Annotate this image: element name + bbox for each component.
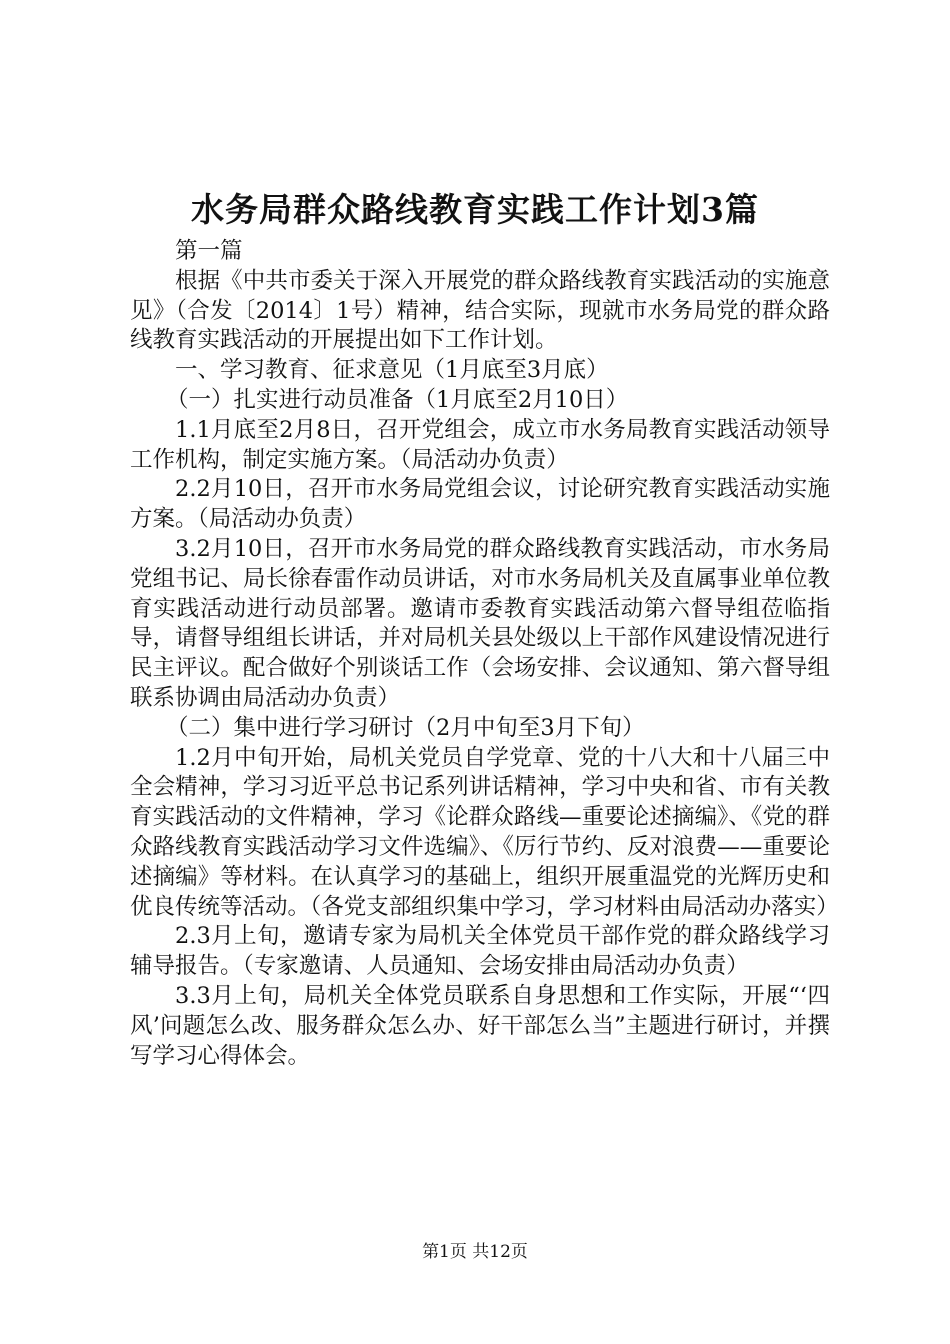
body-paragraph: 2.2月10日，召开市水务局党组会议，讨论研究教育实践活动实施方案。（局活动办负责）: [130, 476, 830, 533]
subsection-heading: （二）集中进行学习研讨（2月中旬至3月下旬）: [166, 714, 645, 741]
body-paragraph: 根据《中共市委关于深入开展党的群众路线教育实践活动的实施意见》（合发〔2014〕1号）精神，结合实际，现就市水务局党的群众路线教育实践活动的开展提出如下工作计划。: [130, 267, 830, 354]
body-paragraph: 2.3月上旬，邀请专家为局机关全体党员干部作党的群众路线学习辅导报告。（专家邀请、人员通知、会场安排由局活动办负责）: [130, 923, 830, 980]
body-paragraph: 1.1月底至2月8日，召开党组会，成立市水务局教育实践活动领导工作机构，制定实施方案。（局活动办负责）: [130, 416, 830, 473]
document-title: 水务局群众路线教育实践工作计划3篇: [191, 190, 759, 229]
body-paragraph: 3.3月上旬，局机关全体党员联系自身思想和工作实际，开展“‘四风’问题怎么改、服务群众怎么办、好干部怎么当”主题进行研讨，并撰写学习心得体会。: [130, 982, 830, 1069]
body-paragraph: 3.2月10日，召开市水务局党的群众路线教育实践活动，市水务局党组书记、局长徐春雷作动员讲话，对市水务局机关及直属事业单位教育实践活动进行动员部署。邀请市委教育实践活动第六督导组莅临指导，请督导组组长讲话，并对局机关县处级以上干部作风建设情况进行民主评议。配合做好个别谈话工作（会场安排、会议通知、第六督导组联系协调由局活动办负责）: [130, 535, 830, 711]
document-body: [130, 237, 839, 1071]
section-heading: 一、学习教育、征求意见（1月底至3月底）: [175, 357, 609, 384]
body-paragraph: 1.2月中旬开始，局机关党员自学党章、党的十八大和十八届三中全会精神，学习习近平总书记系列讲话精神，学习中央和省、市有关教育实践活动的文件精神，学习《论群众路线—重要论述摘编》、《党的群众路线教育实践活动学习文件选编》、《厉行节约、反对浪费——重要论述摘编》等材料。在认真学习的基础上，组织开展重温党的光辉历史和优良传统等活动。（各党支部组织集中学习，学习材料由局活动办落实）: [130, 744, 839, 920]
page-number-footer: 第1页 共12页: [422, 1242, 528, 1262]
subsection-heading: （一）扎实进行动员准备（1月底至2月10日）: [166, 386, 629, 413]
section-heading: 第一篇: [175, 238, 243, 264]
